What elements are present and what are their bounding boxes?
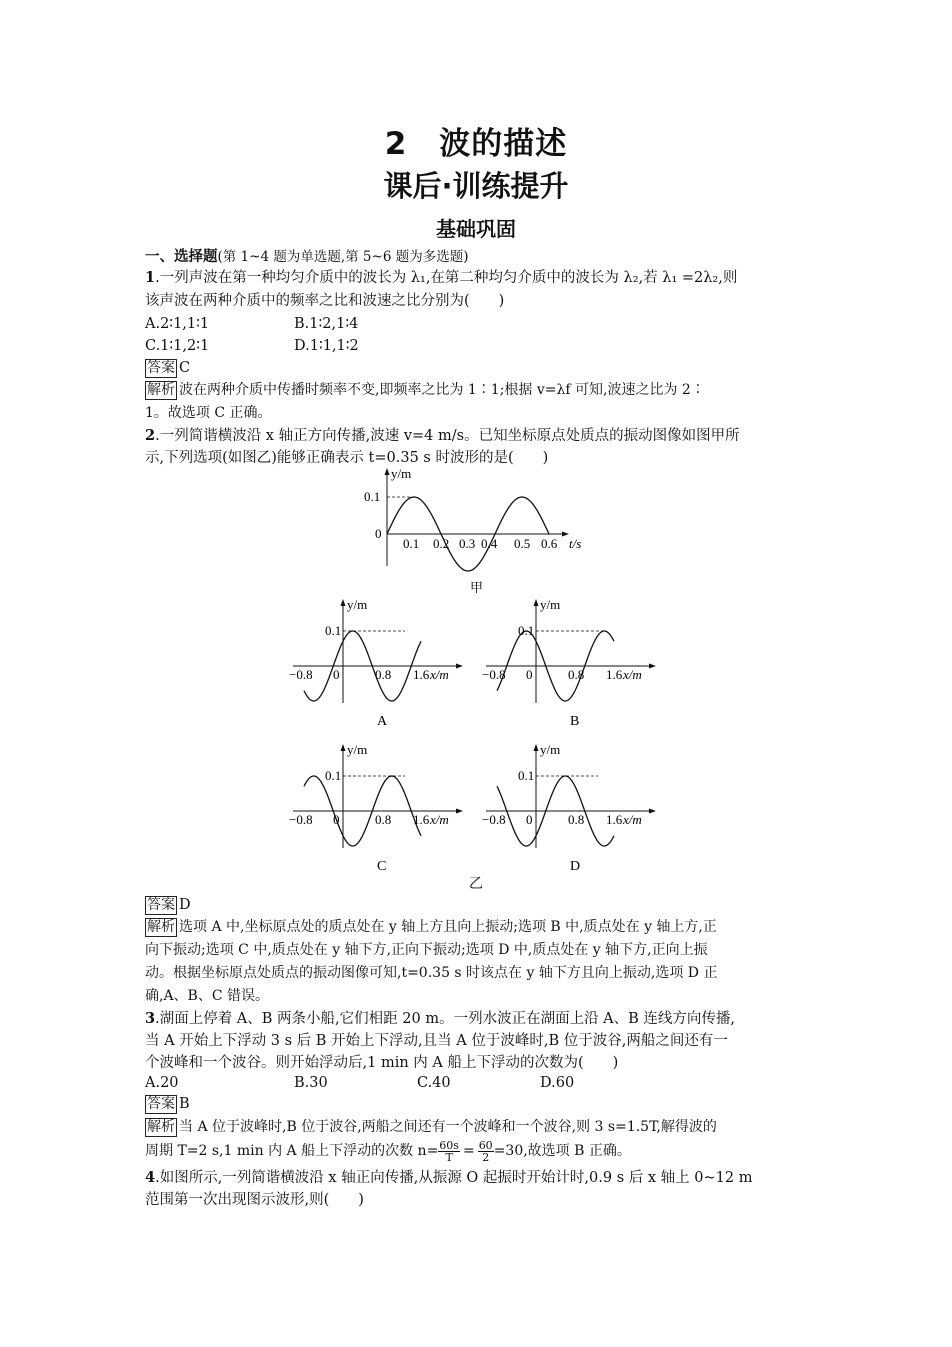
- q2-analysis-text: 选项 A 中,坐标原点处的质点处在 y 轴上方且向上振动;选项 B 中,质点处在 y 轴上方,正: [179, 919, 717, 935]
- part-heading: [145, 247, 468, 267]
- y-axis-arrow-icon: [534, 599, 539, 606]
- panel-label: A: [377, 714, 388, 729]
- analysis-tag: 解析: [147, 919, 175, 935]
- q2-stem-line1: [145, 426, 740, 446]
- q2-answer: [145, 895, 191, 915]
- q3-analysis-text: 当 A 位于波峰时,B 位于波谷,两船之间还有一个波峰和一个波谷,则 3 s=1.5T,解得波的: [179, 1119, 717, 1135]
- q2-text: .一列简谐横波沿 x 轴正方向传播,波速 v=4 m/s。已知坐标原点处质点的振动图像如图甲所: [155, 428, 740, 444]
- page-subtitle: 课后·训练提升: [383, 169, 569, 203]
- q2-analysis-line3: 动。根据坐标原点处质点的振动图像可知,t=0.35 s 时该点在 y 轴下方且向上振动,选项 D 正: [145, 965, 718, 981]
- q1-answer: [145, 358, 190, 378]
- y-axis-label: y/m: [347, 742, 368, 757]
- jia-tick: 0.3: [459, 536, 476, 551]
- x-axis-label: x/m: [430, 812, 449, 827]
- q3-text: .湖面上停着 A、B 两条小船,它们相距 20 m。一列水波正在湖面上沿 A、B 连线方向传播,: [155, 1011, 736, 1027]
- figure-jia: [355, 466, 595, 598]
- y-axis-label: y/m: [347, 597, 368, 612]
- x-tick-label: 0: [526, 667, 533, 682]
- y-axis-label: y/m: [540, 597, 561, 612]
- q4-stem-line2: 范围第一次出现图示波形,则( ): [145, 1192, 364, 1208]
- q2-analysis-line2: 向下振动;选项 C 中,质点处在 y 轴下方,正向下振动;选项 D 中,质点处在 y 轴下方,正向上振: [145, 942, 708, 958]
- q1-option-d: D.1∶1,1∶2: [294, 338, 359, 354]
- q4-text: .如图所示,一列简谐横波沿 x 轴正向传播,从振源 O 起振时开始计时,0.9 s 后 x 轴上 0~12 m: [155, 1170, 753, 1186]
- q4-stem-line1: [145, 1168, 752, 1188]
- jia-tick: 0.1: [403, 536, 420, 551]
- x-axis-label: x/m: [623, 812, 642, 827]
- jia-origin: 0: [375, 526, 382, 541]
- panel-b: [478, 595, 678, 730]
- x-tick-label: 1.6: [413, 812, 430, 827]
- x-axis-arrow-icon: [456, 809, 463, 814]
- y-axis-arrow-icon: [341, 599, 346, 606]
- answer-tag: 答案: [147, 360, 175, 376]
- x-tick-label: 0.8: [568, 812, 585, 827]
- q3-option-b: B.30: [294, 1075, 328, 1091]
- analysis-tag: 解析: [147, 382, 175, 398]
- q2-number: 2: [145, 427, 156, 444]
- q1-analysis-text: 波在两种介质中传播时频率不变,即频率之比为 1∶1;根据 v=λf 可知,波速之比为 2∶: [179, 382, 705, 398]
- q1-stem-line2: 该声波在两种介质中的频率之比和波速之比分别为( ): [145, 293, 505, 309]
- x-tick-label: 0: [526, 812, 533, 827]
- figure-yi-label: 乙: [469, 876, 483, 892]
- jia-x-arrow-icon: [562, 532, 569, 537]
- q3-option-d: D.60: [540, 1075, 575, 1091]
- answer-tag: 答案: [147, 897, 175, 913]
- x-axis-arrow-icon: [649, 809, 656, 814]
- q1-option-b: B.1∶2,1∶4: [294, 316, 359, 332]
- panel-label: B: [570, 714, 580, 729]
- y-axis-label: y/m: [540, 742, 561, 757]
- equals-sign: =: [462, 1143, 475, 1159]
- panel-a: [285, 595, 485, 730]
- q1-analysis-line1: [145, 380, 705, 400]
- part-heading-note: (第 1~4 题为单选题,第 5~6 题为多选题): [217, 249, 469, 265]
- fraction-60s-over-t: [438, 1140, 460, 1163]
- q1-stem-line1: [145, 268, 737, 288]
- panel-label: D: [570, 859, 581, 874]
- fraction-denominator: 2: [482, 1150, 490, 1164]
- jia-tick: 0.2: [433, 536, 450, 551]
- x-axis-label: x/m: [623, 667, 642, 682]
- q3-stem-line1: [145, 1009, 735, 1029]
- answer-tag: 答案: [147, 1096, 175, 1112]
- q2-stem-line2: 示,下列选项(如图乙)能够正确表示 t=0.35 s 时波形的是( ): [145, 450, 549, 466]
- jia-x-label: t/s: [569, 536, 582, 551]
- q3-option-a: A.20: [145, 1075, 179, 1091]
- q3-analysis-line1: [145, 1117, 717, 1137]
- jia-tick: 0.5: [514, 536, 531, 551]
- q3-stem-line3: 个波峰和一个波谷。则开始浮动后,1 min 内 A 船上下浮动的次数为( ): [145, 1055, 619, 1071]
- x-tick-label: 0: [333, 812, 340, 827]
- amplitude-label: 0.1: [325, 623, 342, 638]
- lesson-title: 2 波的描述: [384, 126, 568, 162]
- jia-tick: 0.4: [481, 536, 498, 551]
- amplitude-label: 0.1: [518, 623, 535, 638]
- analysis-tag: 解析: [147, 1119, 175, 1135]
- q4-number: 4: [145, 1169, 156, 1186]
- q1-option-c: C.1∶1,2∶1: [145, 338, 210, 354]
- q1-option-a: A.2∶1,1∶1: [145, 316, 210, 332]
- x-tick-label: −0.8: [289, 667, 313, 682]
- x-tick-label: 1.6: [606, 812, 623, 827]
- panel-d: [478, 740, 678, 875]
- fraction-numerator: 60: [478, 1138, 493, 1152]
- q2-analysis-line4: 确,A、B、C 错误。: [145, 988, 270, 1004]
- jia-y-arrow-icon: [385, 468, 390, 475]
- fraction-numerator: 60s: [439, 1138, 459, 1152]
- x-tick-label: 0: [333, 667, 340, 682]
- amplitude-label: 0.1: [518, 768, 535, 783]
- q3-answer: [145, 1094, 190, 1114]
- panel-c: [285, 740, 485, 875]
- q2-answer-value: D: [179, 897, 191, 913]
- section-heading: 基础巩固: [436, 217, 516, 241]
- q1-text: .一列声波在第一种均匀介质中的波长为 λ₁,在第二种均匀介质中的波长为 λ₂,若 λ₁ =2λ₂,则: [155, 270, 738, 286]
- x-tick-label: −0.8: [289, 812, 313, 827]
- q3-stem-line2: 当 A 开始上下浮动 3 s 后 B 开始上下浮动,且当 A 位于波峰时,B 位于波谷,两船之间还有一: [145, 1033, 728, 1049]
- q2-analysis-line1: [145, 917, 717, 937]
- fraction-60-over-2: [478, 1140, 494, 1163]
- jia-y-label: y/m: [391, 466, 412, 481]
- q3-number: 3: [145, 1010, 156, 1027]
- amplitude-label: 0.1: [325, 768, 342, 783]
- x-tick-label: 0.8: [568, 667, 585, 682]
- figure-jia-label: 甲: [470, 580, 484, 595]
- jia-amp-label: 0.1: [364, 489, 381, 504]
- q3-answer-value: B: [179, 1096, 190, 1112]
- q3-analysis-line2: [145, 1138, 631, 1164]
- x-tick-label: 1.6: [606, 667, 623, 682]
- q1-answer-value: C: [179, 360, 191, 376]
- q1-number: 1: [145, 269, 156, 286]
- y-axis-arrow-icon: [534, 744, 539, 751]
- q3-analysis-text: =30,故选项 B 正确。: [493, 1143, 631, 1159]
- jia-tick: 0.6: [541, 536, 558, 551]
- q3-option-c: C.40: [417, 1075, 451, 1091]
- q3-analysis-text: 周期 T=2 s,1 min 内 A 船上下浮动的次数 n=: [145, 1143, 439, 1159]
- x-axis-label: x/m: [430, 667, 449, 682]
- x-tick-label: 0.8: [375, 812, 392, 827]
- x-tick-label: −0.8: [482, 812, 506, 827]
- x-tick-label: −0.8: [482, 667, 506, 682]
- x-tick-label: 0.8: [375, 667, 392, 682]
- panel-label: C: [377, 859, 387, 874]
- part-heading-label: 一、选择题: [145, 248, 218, 265]
- x-axis-arrow-icon: [456, 664, 463, 669]
- x-axis-arrow-icon: [649, 664, 656, 669]
- y-axis-arrow-icon: [341, 744, 346, 751]
- q1-analysis-line2: 1。故选项 C 正确。: [145, 405, 272, 421]
- fraction-denominator: T: [445, 1150, 453, 1164]
- x-tick-label: 1.6: [413, 667, 430, 682]
